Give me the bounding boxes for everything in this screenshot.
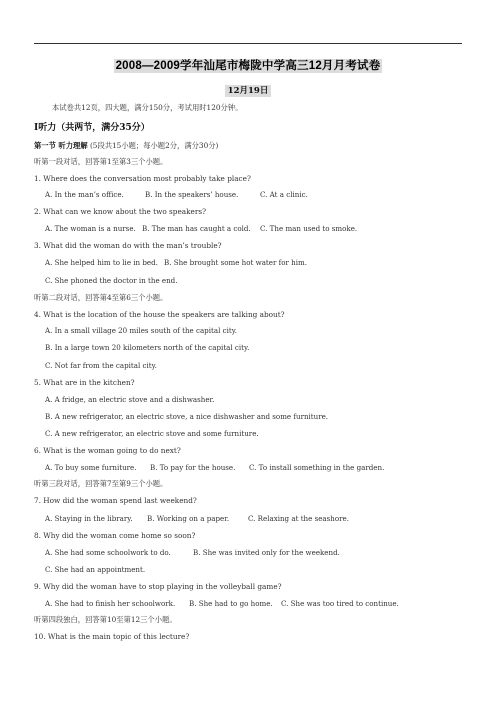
question: 1. Where does the conversation most probably take place? [34, 174, 251, 183]
option-a: A. To buy some furniture. [45, 463, 137, 472]
option-a: A. In a small village 20 miles south of the capital city. [45, 326, 238, 335]
part-heading: 第一节 听力理解 (5段共15小题；每小题2分，满分30分) [34, 141, 219, 150]
option-b: B. Working on a paper. [147, 514, 230, 523]
option-a: A. Staying in the library. [45, 514, 133, 523]
option-b: B. In a large town 20 kilometers north of the capital city. [45, 343, 250, 352]
question: 7. How did the woman spend last weekend? [34, 496, 197, 505]
page-title: 2008—2009学年汕尾市梅陇中学高三12月月考试卷 [115, 60, 381, 72]
option-b: B. She brought some hot water for him. [164, 258, 307, 267]
instruction: 听第一段对话，回答第1至第3三个小题。 [34, 157, 168, 166]
option-b: B. The man has caught a cold. [142, 224, 251, 233]
option-c: C. She had an appointment. [45, 565, 146, 574]
exam-date: 12月19日 [0, 84, 496, 96]
intro-text: 本试卷共12页，四大题，满分150分，考试用时120分钟。 [52, 103, 243, 112]
option-a: A. A fridge, an electric stove and a dishwasher. [45, 395, 215, 404]
question: 8. Why did the woman come home so soon? [34, 531, 196, 540]
option-a: A. She had some schoolwork to do. [45, 548, 171, 557]
option-b: B. To pay for the house. [150, 463, 236, 472]
question: 4. What is the location of the house the speakers are talking about? [34, 310, 285, 319]
option-a: A. The woman is a nurse. [45, 224, 136, 233]
instruction: 听第四段独白，回答第10至第12三个小题。 [34, 615, 177, 624]
option-c: C. The man used to smoke. [260, 224, 358, 233]
section-heading: Ⅰ听力（共两节，满分35分） [34, 123, 150, 133]
question: 3. What did the woman do with the man’s trouble? [34, 241, 222, 250]
question: 5. What are in the kitchen? [34, 378, 135, 387]
option-a: A. She had to finish her schoolwork. [45, 599, 176, 608]
option-c: C. She phoned the doctor in the end. [45, 276, 178, 285]
option-c: C. To install something in the garden. [249, 463, 385, 472]
option-c: C. Not far from the capital city. [45, 361, 157, 370]
option-c: C. At a clinic. [260, 190, 308, 199]
option-a: A. In the man’s office. [45, 190, 124, 199]
question: 6. What is the woman going to do next? [34, 446, 181, 455]
instruction: 听第二段对话，回答第4至第6三个小题。 [34, 293, 168, 302]
question: 2. What can we know about the two speakers? [34, 207, 206, 216]
question: 10. What is the main topic of this lecture? [34, 632, 190, 641]
option-a: A. She helped him to lie in bed. [45, 258, 158, 267]
option-c: C. She was too tired to continue. [281, 599, 399, 608]
option-c: C. A new refrigerator, an electric stove and some furniture. [45, 429, 259, 438]
option-c: C. Relaxing at the seashore. [248, 514, 349, 523]
question: 9. Why did the woman have to stop playing in the volleyball game? [34, 582, 282, 591]
option-b: B. In the speakers’ house. [145, 190, 239, 199]
instruction: 听第三段对话，回答第7至第9三个小题。 [34, 479, 168, 488]
option-b: B. A new refrigerator, an electric stove, a nice dishwasher and some furniture. [45, 412, 329, 421]
top-rule [34, 43, 462, 44]
option-b: B. She had to go home. [189, 599, 273, 608]
option-b: B. She was invited only for the weekend. [193, 548, 340, 557]
